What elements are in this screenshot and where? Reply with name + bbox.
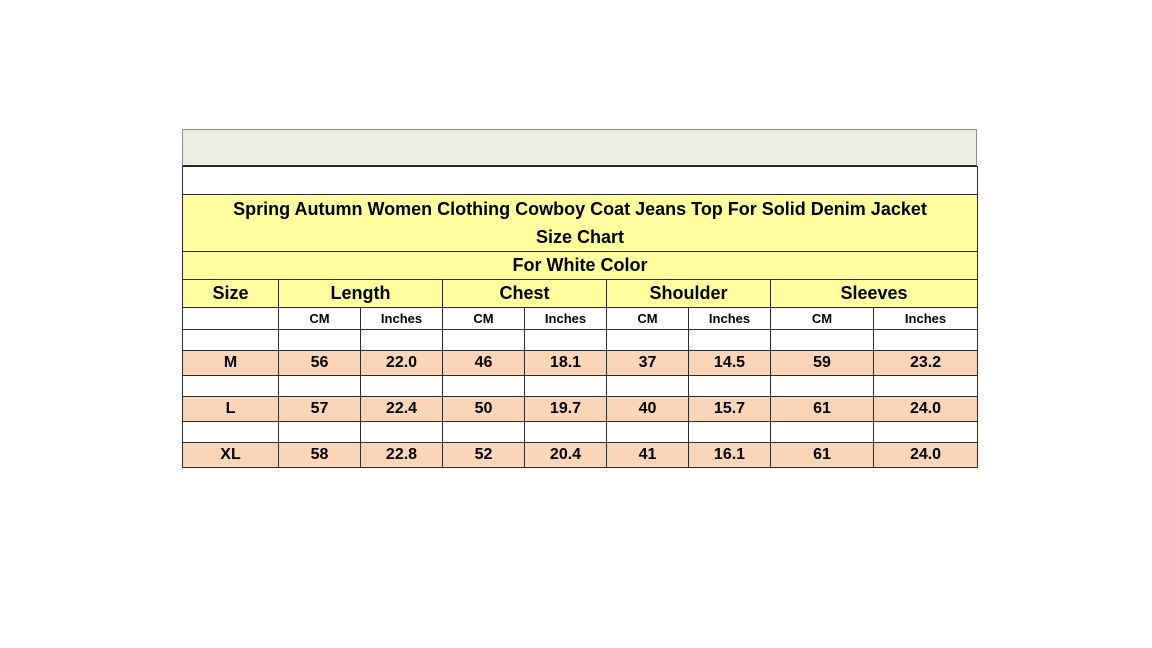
- value-cell: 18.1: [525, 351, 607, 376]
- spacer-cell: [279, 376, 361, 397]
- spacer-cell: [183, 376, 279, 397]
- title-cell: [183, 195, 978, 252]
- value-cell: 61: [771, 397, 874, 422]
- spacer-cell: [525, 422, 607, 443]
- value-cell: 16.1: [689, 443, 771, 468]
- value-cell: 41: [607, 443, 689, 468]
- size-chart-sheet: [182, 129, 977, 468]
- unit-cell: CM: [607, 308, 689, 330]
- group-header-shoulder: Shoulder: [607, 280, 771, 308]
- value-cell: 58: [279, 443, 361, 468]
- value-cell: 37: [607, 351, 689, 376]
- value-cell: 46: [443, 351, 525, 376]
- spacer-cell: [689, 330, 771, 351]
- size-cell: M: [183, 351, 279, 376]
- blank-row: [183, 167, 978, 195]
- size-header: Size: [183, 280, 279, 308]
- spacer-cell: [607, 330, 689, 351]
- value-cell: 19.7: [525, 397, 607, 422]
- spacer-cell: [874, 376, 978, 397]
- spacer-cell: [689, 376, 771, 397]
- value-cell: 24.0: [874, 397, 978, 422]
- unit-cell: CM: [771, 308, 874, 330]
- spacer-cell: [771, 422, 874, 443]
- spacer-cell: [443, 422, 525, 443]
- value-cell: 59: [771, 351, 874, 376]
- size-cell: XL: [183, 443, 279, 468]
- value-cell: 52: [443, 443, 525, 468]
- table-row: [183, 351, 978, 376]
- unit-cell: Inches: [361, 308, 443, 330]
- value-cell: 40: [607, 397, 689, 422]
- unit-cell: Inches: [525, 308, 607, 330]
- blank-cell: [183, 167, 978, 195]
- spacer-cell: [874, 422, 978, 443]
- spacer-cell: [361, 422, 443, 443]
- chart-title: Spring Autumn Women Clothing Cowboy Coat Jeans Top For Solid Denim Jacket: [233, 199, 927, 219]
- unit-row: [183, 308, 978, 330]
- value-cell: 22.0: [361, 351, 443, 376]
- chart-title-line2: Size Chart: [535, 227, 625, 247]
- chart-subtitle: For White Color: [183, 252, 978, 280]
- spacer-cell: [183, 422, 279, 443]
- spacer-cell: [771, 330, 874, 351]
- table-row: [183, 443, 978, 468]
- spacer-cell: [279, 330, 361, 351]
- unit-cell: Inches: [874, 308, 978, 330]
- spacer-cell: [525, 376, 607, 397]
- spacer-cell: [183, 330, 279, 351]
- group-header-length: Length: [279, 280, 443, 308]
- top-band: [182, 129, 977, 166]
- spacer-cell: [771, 376, 874, 397]
- title-row: [183, 195, 978, 252]
- spacer-cell: [279, 422, 361, 443]
- value-cell: 20.4: [525, 443, 607, 468]
- unit-cell-empty: [183, 308, 279, 330]
- header-row: [183, 280, 978, 308]
- unit-cell: Inches: [689, 308, 771, 330]
- spacer-cell: [443, 330, 525, 351]
- value-cell: 22.4: [361, 397, 443, 422]
- subtitle-row: [183, 252, 978, 280]
- unit-cell: CM: [443, 308, 525, 330]
- unit-cell: CM: [279, 308, 361, 330]
- value-cell: 22.8: [361, 443, 443, 468]
- spacer-row: [183, 422, 978, 443]
- spacer-cell: [361, 376, 443, 397]
- spacer-cell: [689, 422, 771, 443]
- spacer-cell: [361, 330, 443, 351]
- value-cell: 56: [279, 351, 361, 376]
- value-cell: 61: [771, 443, 874, 468]
- value-cell: 57: [279, 397, 361, 422]
- spacer-cell: [607, 422, 689, 443]
- table-row: [183, 397, 978, 422]
- size-chart-table: [182, 166, 978, 468]
- size-cell: L: [183, 397, 279, 422]
- spacer-row: [183, 376, 978, 397]
- value-cell: 23.2: [874, 351, 978, 376]
- group-header-sleeves: Sleeves: [771, 280, 978, 308]
- spacer-cell: [443, 376, 525, 397]
- spacer-cell: [874, 330, 978, 351]
- value-cell: 15.7: [689, 397, 771, 422]
- spacer-cell: [607, 376, 689, 397]
- value-cell: 50: [443, 397, 525, 422]
- spacer-row: [183, 330, 978, 351]
- value-cell: 24.0: [874, 443, 978, 468]
- spacer-cell: [525, 330, 607, 351]
- group-header-chest: Chest: [443, 280, 607, 308]
- value-cell: 14.5: [689, 351, 771, 376]
